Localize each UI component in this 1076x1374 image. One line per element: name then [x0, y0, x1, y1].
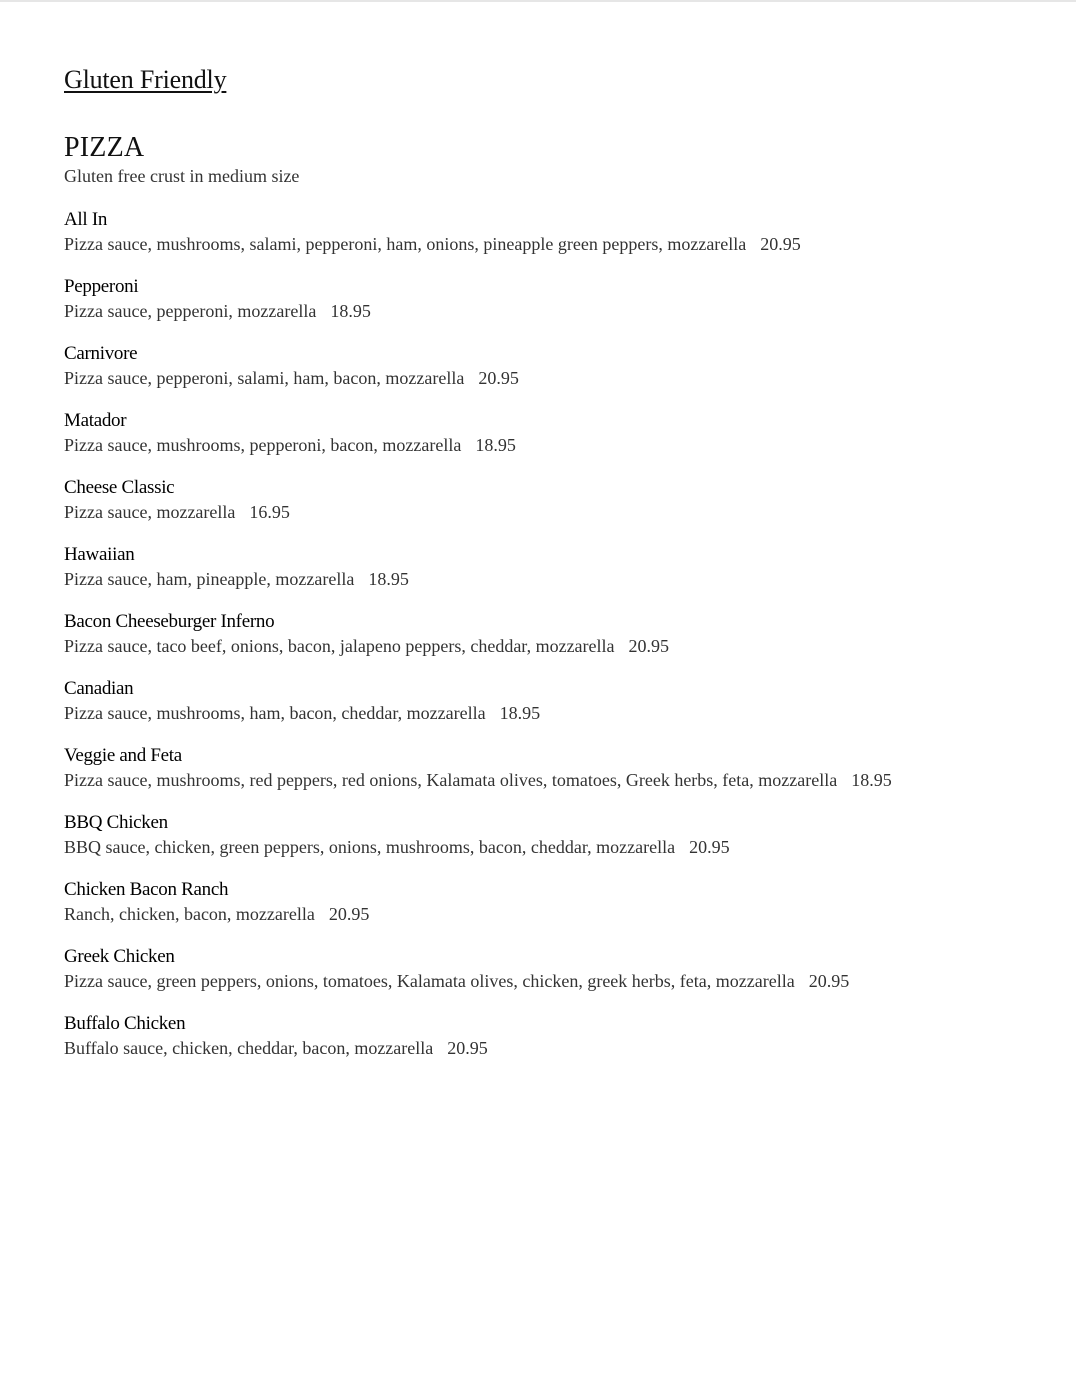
item-name: Canadian	[64, 678, 134, 699]
item-details	[64, 835, 1024, 859]
menu-item	[64, 208, 1024, 256]
item-details	[64, 567, 1024, 591]
menu-item	[64, 275, 1024, 323]
item-price: 16.95	[249, 502, 290, 522]
item-details	[64, 366, 1024, 390]
menu-item	[64, 409, 1024, 457]
item-name: Carnivore	[64, 343, 138, 364]
menu-item	[64, 610, 1024, 658]
item-name: Matador	[64, 410, 127, 431]
item-description: Pizza sauce, pepperoni, mozzarella	[64, 301, 317, 321]
item-price: 20.95	[478, 368, 519, 388]
item-details	[64, 500, 1024, 524]
item-price: 18.95	[475, 435, 516, 455]
item-description: Pizza sauce, taco beef, onions, bacon, jalapeno peppers, cheddar, mozzarella	[64, 636, 615, 656]
item-price: 20.95	[628, 636, 670, 656]
item-description: Ranch, chicken, bacon, mozzarella	[64, 904, 315, 924]
item-description: Pizza sauce, pepperoni, salami, ham, bacon, mozzarella	[64, 368, 465, 388]
section-title: PIZZA	[64, 132, 145, 163]
document-title: Gluten Friendly	[64, 65, 227, 94]
section-subtitle: Gluten free crust in medium size	[64, 166, 300, 186]
menu-item	[64, 878, 1024, 926]
item-details	[64, 768, 1024, 792]
item-price: 18.95	[499, 703, 541, 723]
item-name: Hawaiian	[64, 544, 135, 565]
menu-item	[64, 744, 1024, 792]
item-name: Veggie and Feta	[64, 745, 182, 766]
item-description: Pizza sauce, mushrooms, red peppers, red onions, Kalamata olives, tomatoes, Greek herbs, feta, mozzarella	[64, 770, 838, 790]
item-details	[64, 969, 1024, 993]
item-description: Pizza sauce, ham, pineapple, mozzarella	[64, 569, 355, 589]
item-name: All In	[64, 209, 108, 230]
item-details	[64, 299, 1024, 323]
item-details	[64, 701, 1024, 725]
item-description: Pizza sauce, mushrooms, salami, pepperoni, ham, onions, pineapple green peppers, mozzarella	[64, 234, 747, 254]
item-name: Greek Chicken	[64, 946, 175, 967]
item-description: Pizza sauce, mushrooms, pepperoni, bacon, mozzarella	[64, 435, 462, 455]
item-name: Cheese Classic	[64, 477, 175, 498]
item-price: 20.95	[447, 1038, 488, 1058]
menu-item	[64, 543, 1024, 591]
item-price: 20.95	[760, 234, 801, 254]
item-price: 18.95	[330, 301, 371, 321]
item-description: Buffalo sauce, chicken, cheddar, bacon, mozzarella	[64, 1038, 434, 1058]
menu-list	[64, 208, 1024, 1060]
item-name: Buffalo Chicken	[64, 1013, 186, 1034]
item-name: BBQ Chicken	[64, 812, 168, 833]
menu-item	[64, 677, 1024, 725]
item-details	[64, 433, 1024, 457]
item-price: 18.95	[851, 770, 892, 790]
item-price: 20.95	[328, 904, 370, 924]
menu-item	[64, 811, 1024, 859]
menu-item	[64, 1012, 1024, 1060]
item-price: 20.95	[808, 971, 850, 991]
item-description: Pizza sauce, mozzarella	[64, 502, 236, 522]
menu-page	[64, 64, 1024, 1079]
item-description: Pizza sauce, mushrooms, ham, bacon, cheddar, mozzarella	[64, 703, 486, 723]
item-details	[64, 902, 1024, 926]
item-description: BBQ sauce, chicken, green peppers, onions, mushrooms, bacon, cheddar, mozzarella	[64, 837, 676, 857]
item-description: Pizza sauce, green peppers, onions, tomatoes, Kalamata olives, chicken, greek herbs, feta, mozzarella	[64, 971, 795, 991]
top-divider	[0, 0, 1076, 2]
item-name: Pepperoni	[64, 276, 139, 297]
item-details	[64, 634, 1024, 658]
menu-item	[64, 342, 1024, 390]
item-price: 20.95	[689, 837, 730, 857]
item-details	[64, 232, 1024, 256]
item-name: Bacon Cheeseburger Inferno	[64, 611, 275, 632]
item-price: 18.95	[368, 569, 409, 589]
menu-item	[64, 476, 1024, 524]
item-name: Chicken Bacon Ranch	[64, 879, 229, 900]
item-details	[64, 1036, 1024, 1060]
menu-item	[64, 945, 1024, 993]
